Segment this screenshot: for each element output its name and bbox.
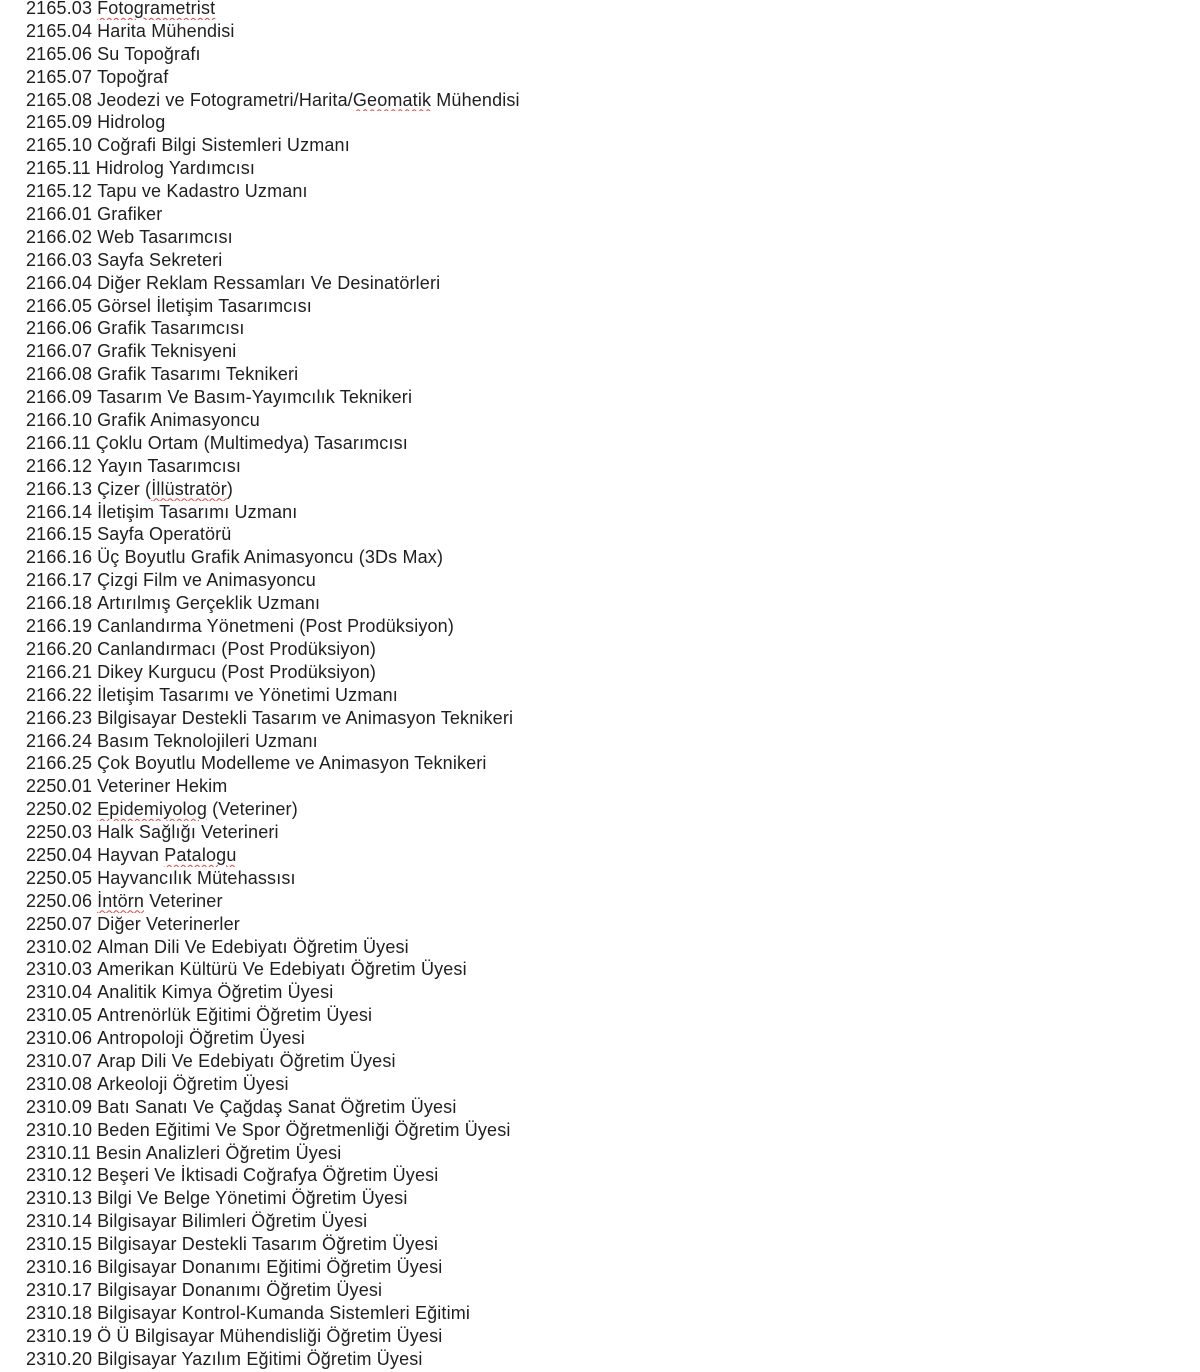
occupation-title: Arap Dili Ve Edebiyatı Öğretim Üyesi	[97, 1050, 396, 1071]
occupation-line	[26, 43, 1186, 66]
occupation-title: Topoğraf	[97, 66, 169, 87]
occupation-line	[26, 1256, 1186, 1279]
occupation-title: )	[226, 478, 234, 499]
occupation-line	[26, 111, 1186, 134]
occupation-title: Bilgisayar Destekli Tasarım ve Animasyon Teknikeri	[97, 707, 514, 728]
occupation-line	[26, 1348, 1186, 1371]
occupation-code: 2310.17	[26, 1279, 93, 1300]
occupation-code: 2250.07	[26, 913, 93, 934]
occupation-line	[26, 20, 1186, 43]
occupation-line	[26, 226, 1186, 249]
occupation-code: 2166.14	[26, 501, 93, 522]
occupation-code: 2166.20	[26, 638, 93, 659]
occupation-code: 2250.01	[26, 776, 93, 797]
occupation-code: 2166.25	[26, 753, 93, 774]
occupation-line	[26, 981, 1186, 1004]
occupation-line	[26, 936, 1186, 959]
occupation-line	[26, 569, 1186, 592]
occupation-line	[26, 157, 1186, 180]
occupation-title: Artırılmış Gerçeklik Uzmanı	[97, 593, 321, 614]
occupation-title: Alman Dili Ve Edebiyatı Öğretim Üyesi	[97, 936, 409, 957]
occupation-title: Web Tasarımcısı	[97, 226, 233, 247]
occupation-line	[26, 432, 1186, 455]
occupation-code: 2166.16	[26, 547, 93, 568]
occupation-code: 2310.07	[26, 1050, 93, 1071]
occupation-code: 2310.12	[26, 1165, 93, 1186]
occupation-title: Tasarım Ve Basım-Yayımcılık Teknikeri	[97, 387, 413, 408]
occupation-line	[26, 272, 1186, 295]
occupation-line	[26, 66, 1186, 89]
occupation-code: 2166.10	[26, 410, 93, 431]
occupation-line	[26, 386, 1186, 409]
occupation-line	[26, 523, 1186, 546]
occupation-line	[26, 203, 1186, 226]
occupation-code: 2166.12	[26, 455, 93, 476]
occupation-title: Veteriner	[144, 890, 223, 911]
misspelled-word: Fotogrametrist	[97, 0, 216, 18]
occupation-line	[26, 478, 1186, 501]
occupation-title: Sayfa Sekreteri	[97, 249, 223, 270]
occupation-code: 2165.04	[26, 20, 93, 41]
occupation-title: Hidrolog	[97, 112, 166, 133]
occupation-line	[26, 1027, 1186, 1050]
occupation-line	[26, 363, 1186, 386]
occupation-line	[26, 707, 1186, 730]
occupation-code: 2166.13	[26, 478, 93, 499]
occupation-title: Antropoloji Öğretim Üyesi	[97, 1028, 305, 1049]
occupation-line	[26, 1164, 1186, 1187]
misspelled-word: İllüstratör	[151, 478, 227, 499]
occupation-code: 2310.03	[26, 959, 93, 980]
occupation-title: Üç Boyutlu Grafik Animasyoncu (3Ds Max)	[97, 547, 444, 568]
occupation-title: Canlandırma Yönetmeni (Post Prodüksiyon)	[97, 616, 454, 637]
occupation-code: 2310.14	[26, 1211, 93, 1232]
occupation-line	[26, 0, 1186, 20]
occupation-code: 2310.19	[26, 1325, 93, 1346]
occupation-code: 2166.05	[26, 295, 93, 316]
occupation-title: Bilgisayar Donanımı Eğitimi Öğretim Üyesi	[97, 1256, 443, 1277]
occupation-title: Analitik Kimya Öğretim Üyesi	[97, 982, 334, 1003]
occupation-title: Sayfa Operatörü	[97, 524, 232, 545]
occupation-title: Grafik Tasarımı Teknikeri	[97, 364, 299, 385]
occupation-code: 2250.03	[26, 822, 93, 843]
occupation-title: Grafiker	[97, 204, 163, 225]
occupation-code: 2310.11	[26, 1142, 91, 1163]
occupation-code: 2250.05	[26, 867, 93, 888]
occupation-code: 2310.06	[26, 1028, 93, 1049]
occupation-line	[26, 1142, 1186, 1165]
occupation-title: Hayvan	[97, 844, 165, 865]
occupation-title: Hayvancılık Mütehassısı	[97, 867, 296, 888]
occupation-code: 2310.02	[26, 936, 93, 957]
occupation-code: 2310.16	[26, 1256, 93, 1277]
occupation-line	[26, 1325, 1186, 1348]
occupation-title: Mühendisi	[431, 89, 520, 110]
occupation-code: 2310.04	[26, 982, 93, 1003]
occupation-code: 2166.15	[26, 524, 93, 545]
occupation-code: 2165.12	[26, 181, 93, 202]
occupation-code: 2166.19	[26, 616, 93, 637]
occupation-title: Grafik Animasyoncu	[97, 410, 260, 431]
occupation-line	[26, 317, 1186, 340]
occupation-line	[26, 913, 1186, 936]
occupation-line	[26, 1302, 1186, 1325]
occupation-line	[26, 501, 1186, 524]
occupation-code: 2165.09	[26, 112, 93, 133]
occupation-line	[26, 1050, 1186, 1073]
occupation-title: Harita Mühendisi	[97, 20, 235, 41]
occupation-line	[26, 821, 1186, 844]
occupation-title: Diğer Veterinerler	[97, 913, 240, 934]
occupation-line	[26, 615, 1186, 638]
occupation-code: 2250.04	[26, 844, 93, 865]
occupation-line	[26, 730, 1186, 753]
occupation-code: 2310.10	[26, 1119, 93, 1140]
occupation-code: 2166.02	[26, 226, 93, 247]
occupation-code: 2165.10	[26, 135, 93, 156]
occupation-code: 2250.02	[26, 799, 93, 820]
misspelled-word: Patalogu	[164, 844, 237, 865]
occupation-title: Bilgi Ve Belge Yönetimi Öğretim Üyesi	[97, 1188, 408, 1209]
occupation-code: 2310.09	[26, 1096, 93, 1117]
occupation-title: Çizer (	[97, 478, 152, 499]
occupation-code: 2166.11	[26, 432, 91, 453]
occupation-code: 2166.01	[26, 204, 93, 225]
occupation-line	[26, 340, 1186, 363]
occupation-line	[26, 1073, 1186, 1096]
occupation-code: 2310.13	[26, 1188, 93, 1209]
occupation-line	[26, 1187, 1186, 1210]
occupation-code: 2166.03	[26, 249, 93, 270]
occupation-title: Batı Sanatı Ve Çağdaş Sanat Öğretim Üyesi	[97, 1096, 457, 1117]
occupation-title: İletişim Tasarımı ve Yönetimi Uzmanı	[97, 684, 398, 705]
occupation-code: 2310.20	[26, 1348, 93, 1369]
occupation-code: 2310.05	[26, 1005, 93, 1026]
occupation-code: 2166.17	[26, 570, 93, 591]
occupation-title: Diğer Reklam Ressamları Ve Desinatörleri	[97, 272, 441, 293]
occupation-title: (Veteriner)	[207, 799, 298, 820]
occupation-title: Su Topoğrafı	[97, 43, 201, 64]
occupation-title: Jeodezi ve Fotogrametri/Harita/	[97, 89, 353, 110]
occupation-title: Ö Ü Bilgisayar Mühendisliği Öğretim Üyesi	[97, 1325, 443, 1346]
occupation-code: 2165.03	[26, 0, 93, 18]
occupation-title: Beden Eğitimi Ve Spor Öğretmenliği Öğretim Üyesi	[97, 1119, 511, 1140]
occupation-code: 2166.22	[26, 684, 93, 705]
occupation-code: 2166.24	[26, 730, 93, 751]
occupation-title: Çizgi Film ve Animasyoncu	[97, 570, 316, 591]
occupation-title: Dikey Kurgucu (Post Prodüksiyon)	[97, 661, 377, 682]
occupation-title: Antrenörlük Eğitimi Öğretim Üyesi	[97, 1005, 373, 1026]
occupation-title: Bilgisayar Bilimleri Öğretim Üyesi	[97, 1211, 368, 1232]
occupation-title: Basım Teknolojileri Uzmanı	[97, 730, 318, 751]
occupation-title: Beşeri Ve İktisadi Coğrafya Öğretim Üyesi	[97, 1165, 439, 1186]
occupation-title: Halk Sağlığı Veterineri	[97, 822, 279, 843]
occupation-line	[26, 844, 1186, 867]
occupation-title: Çoklu Ortam (Multimedya) Tasarımcısı	[95, 432, 408, 453]
occupation-code: 2165.08	[26, 89, 93, 110]
misspelled-word: Geomatik	[352, 89, 432, 110]
occupation-title: Çok Boyutlu Modelleme ve Animasyon Teknikeri	[97, 753, 487, 774]
occupation-code: 2166.18	[26, 593, 93, 614]
occupation-line	[26, 249, 1186, 272]
misspelled-word: Epidemiyolog	[97, 799, 207, 820]
occupation-line	[26, 1233, 1186, 1256]
misspelled-word: İntörn	[97, 890, 145, 911]
occupation-line	[26, 592, 1186, 615]
occupation-line	[26, 661, 1186, 684]
occupation-code: 2310.15	[26, 1234, 93, 1255]
occupation-line	[26, 409, 1186, 432]
occupation-line	[26, 1279, 1186, 1302]
occupation-code: 2166.06	[26, 318, 93, 339]
occupation-title: Canlandırmacı (Post Prodüksiyon)	[97, 638, 377, 659]
occupation-line	[26, 867, 1186, 890]
document-body[interactable]	[26, 0, 1186, 1370]
occupation-title: Amerikan Kültürü Ve Edebiyatı Öğretim Üyesi	[97, 959, 467, 980]
occupation-line	[26, 958, 1186, 981]
occupation-line	[26, 546, 1186, 569]
occupation-code: 2166.04	[26, 272, 93, 293]
occupation-code: 2310.18	[26, 1302, 93, 1323]
occupation-line	[26, 1004, 1186, 1027]
occupation-title: Coğrafi Bilgi Sistemleri Uzmanı	[97, 135, 350, 156]
occupation-title: Tapu ve Kadastro Uzmanı	[97, 181, 308, 202]
occupation-title: Grafik Teknisyeni	[97, 341, 237, 362]
occupation-title: Besin Analizleri Öğretim Üyesi	[95, 1142, 342, 1163]
occupation-title: Hidrolog Yardımcısı	[95, 158, 256, 179]
occupation-line	[26, 455, 1186, 478]
occupation-title: Bilgisayar Yazılım Eğitimi Öğretim Üyesi	[97, 1348, 423, 1369]
occupation-title: İletişim Tasarımı Uzmanı	[97, 501, 298, 522]
occupation-line	[26, 180, 1186, 203]
occupation-title: Bilgisayar Donanımı Öğretim Üyesi	[97, 1279, 383, 1300]
occupation-code: 2166.08	[26, 364, 93, 385]
occupation-code: 2165.07	[26, 66, 93, 87]
occupation-line	[26, 1119, 1186, 1142]
occupation-line	[26, 684, 1186, 707]
occupation-title: Görsel İletişim Tasarımcısı	[97, 295, 312, 316]
occupation-code: 2166.21	[26, 661, 93, 682]
occupation-line	[26, 890, 1186, 913]
occupation-title: Yayın Tasarımcısı	[97, 455, 242, 476]
occupation-title: Bilgisayar Destekli Tasarım Öğretim Üyesi	[97, 1234, 439, 1255]
occupation-line	[26, 295, 1186, 318]
occupation-line	[26, 775, 1186, 798]
occupation-title: Grafik Tasarımcısı	[97, 318, 245, 339]
occupation-line	[26, 134, 1186, 157]
occupation-line	[26, 798, 1186, 821]
occupation-title: Veteriner Hekim	[97, 776, 228, 797]
occupation-code: 2250.06	[26, 890, 93, 911]
occupation-code: 2166.07	[26, 341, 93, 362]
occupation-line	[26, 1210, 1186, 1233]
occupation-line	[26, 1096, 1186, 1119]
occupation-code: 2165.06	[26, 43, 93, 64]
occupation-title: Bilgisayar Kontrol-Kumanda Sistemleri Eğitimi	[97, 1302, 471, 1323]
occupation-code: 2166.09	[26, 387, 93, 408]
occupation-code: 2165.11	[26, 158, 91, 179]
occupation-line	[26, 638, 1186, 661]
occupation-code: 2310.08	[26, 1073, 93, 1094]
occupation-code: 2166.23	[26, 707, 93, 728]
occupation-title: Arkeoloji Öğretim Üyesi	[97, 1073, 289, 1094]
occupation-line	[26, 752, 1186, 775]
occupation-line	[26, 89, 1186, 112]
